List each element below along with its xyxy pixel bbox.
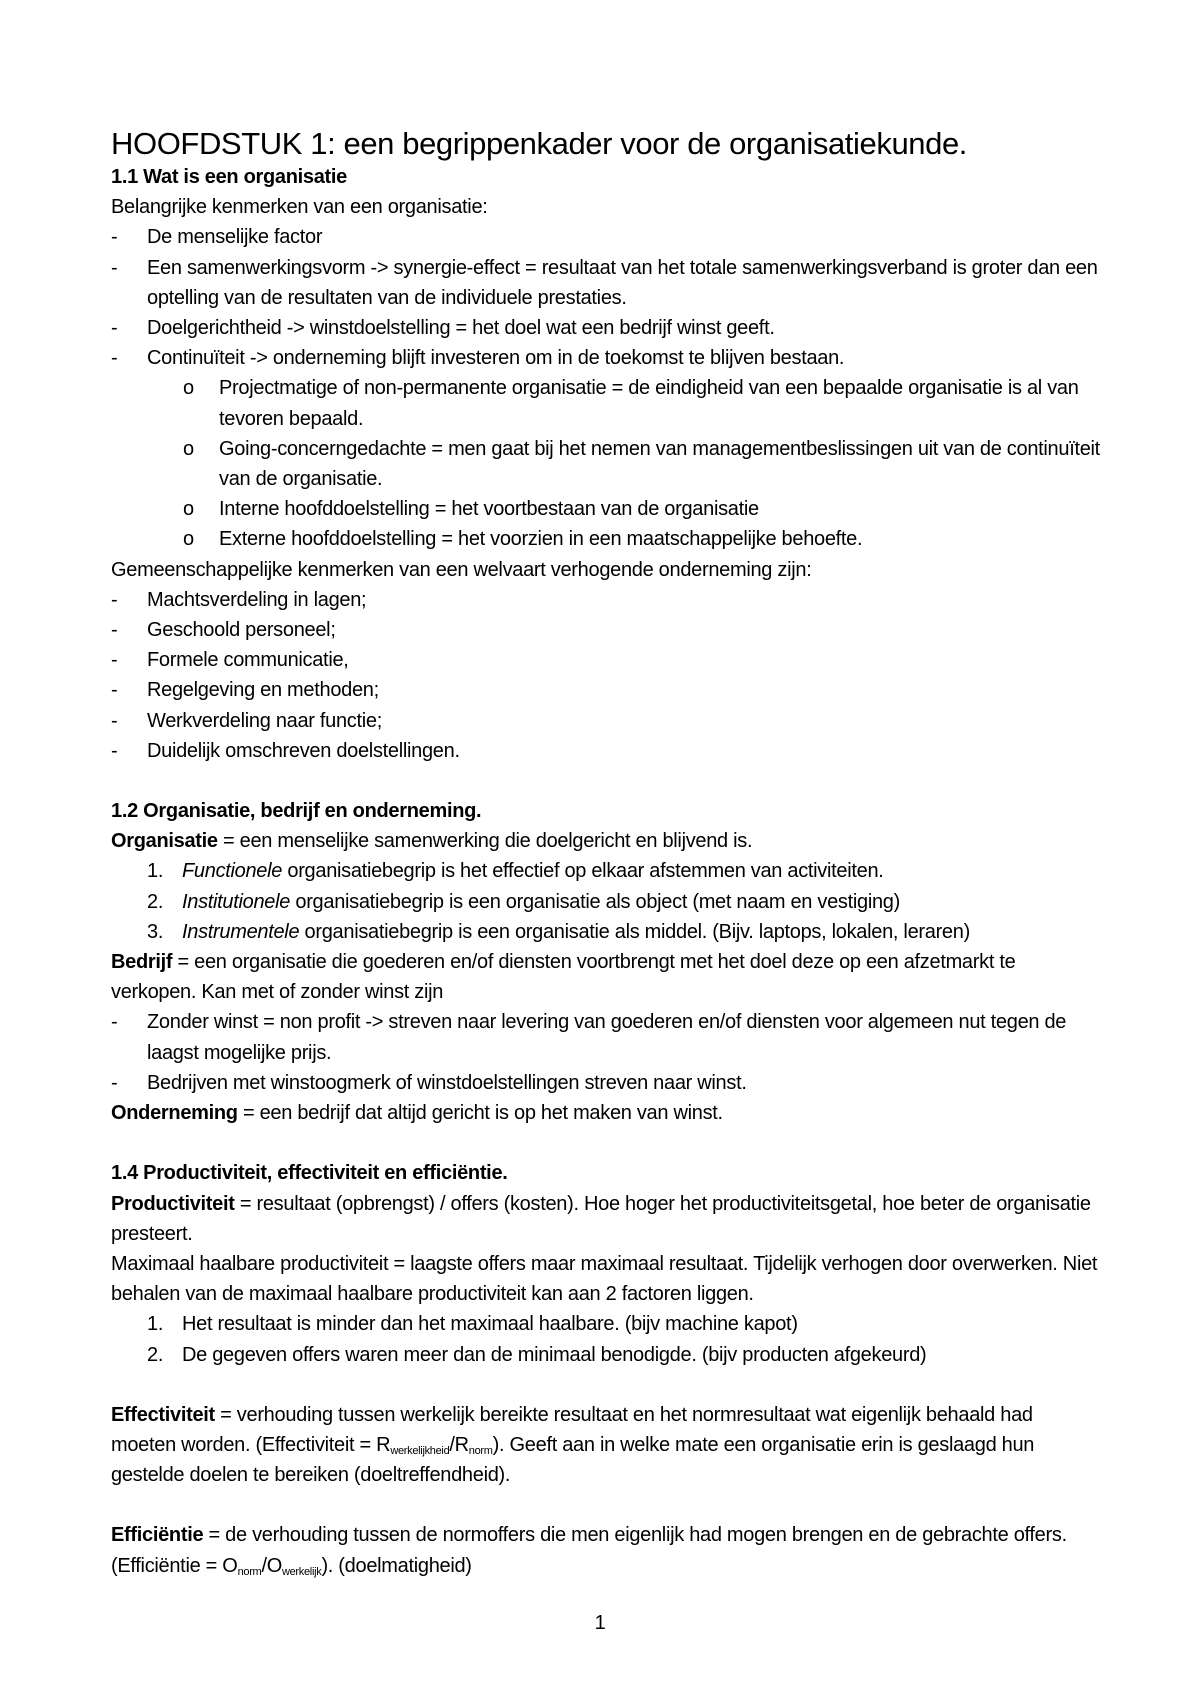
list-item: - De menselijke factor xyxy=(111,222,1100,252)
factors-list xyxy=(111,1309,1100,1369)
list-item: - Een samenwerkingsvorm -> synergie-effect = resultaat van het totale samenwerkingsverband is groter dan een optelling van de resultaten van de individuele prestaties. xyxy=(111,253,1100,313)
term-organisatie: Organisatie xyxy=(111,830,218,853)
spacer xyxy=(111,766,1100,796)
organisation-concepts-list xyxy=(111,856,1100,947)
list-item: 2. De gegeven offers waren meer dan de minimaal benodigde. (bijv producten afgekeurd) xyxy=(147,1343,927,1366)
spacer xyxy=(111,1370,1100,1400)
term-efficientie: Efficiëntie xyxy=(111,1524,204,1547)
onderneming-definition: Onderneming = een bedrijf dat altijd gericht is op het maken van winst. xyxy=(111,1102,723,1125)
effectiviteit-definition: Effectiviteit = verhouding tussen werkelijk bereikte resultaat en het normresultaat wat eigenlijk behaald had moeten worden. (Effectiviteit = $R_{werkelijkheid}/R_{norm}$). Geeft aan in welke mate een organisatie erin is geslaagd hun gestelde doelen te bereiken (doeltreffendheid). xyxy=(111,1403,1035,1487)
common-characteristics-list xyxy=(111,585,1100,766)
list-item: - Doelgerichtheid -> winstdoelstelling = het doel wat een bedrijf winst geeft. xyxy=(111,313,1100,343)
list-item: o Going-concerngedachte = men gaat bij het nemen van managementbeslissingen uit van de continuïteit van de organisatie. xyxy=(183,434,1100,494)
list-item: 2. Institutionele organisatiebegrip is een organisatie als object (met naam en vestiging) xyxy=(147,890,900,913)
section-1-2-heading: 1.2 Organisatie, bedrijf en onderneming. xyxy=(111,800,482,823)
efficientie-definition: Efficiëntie = de verhouding tussen de normoffers die men eigenlijk had mogen brengen en de gebrachte offers. (Efficiëntie = $O_{norm}/O_{werkelijk}$). (doelmatigheid) xyxy=(111,1524,1067,1578)
spacer xyxy=(111,1128,1100,1158)
list-item: - Werkverdeling naar functie; xyxy=(111,706,1100,736)
list-item: - Regelgeving en methoden; xyxy=(111,675,1100,705)
list-item: o Interne hoofddoelstelling = het voortbestaan van de organisatie xyxy=(183,494,1100,524)
section-1-1-heading: 1.1 Wat is een organisatie xyxy=(111,166,347,188)
list-item: - Bedrijven met winstoogmerk of winstdoelstellingen streven naar winst. xyxy=(111,1068,1100,1098)
list-item: 1. Het resultaat is minder dan het maximaal haalbare. (bijv machine kapot) xyxy=(147,1313,798,1336)
organisatie-definition: Organisatie = een menselijke samenwerking die doelgericht en blijvend is. xyxy=(111,830,753,853)
section-1-1-intro: Belangrijke kenmerken van een organisatie: xyxy=(111,196,488,219)
max-productiviteit-text: Maximaal haalbare productiviteit = laagste offers maar maximaal resultaat. Tijdelijk verhogen door overwerken. Niet behalen van de maximaal haalbare productiviteit kan aan 2 factoren liggen. xyxy=(111,1252,1098,1306)
section-1-1-intro-2: Gemeenschappelijke kenmerken van een welvaart verhogende onderneming zijn: xyxy=(111,558,812,581)
page-title: HOOFDSTUK 1: een begrippenkader voor de organisatiekunde. xyxy=(111,126,968,161)
term-effectiviteit: Effectiviteit xyxy=(111,1403,215,1426)
section-1-4-heading: 1.4 Productiviteit, effectiviteit en efficiëntie. xyxy=(111,1162,508,1185)
term-bedrijf: Bedrijf xyxy=(111,951,173,974)
list-item: - Zonder winst = non profit -> streven naar levering van goederen en/of diensten voor algemeen nut tegen de laagst mogelijke prijs. xyxy=(111,1007,1100,1067)
list-item: - Duidelijk omschreven doelstellingen. xyxy=(111,736,1100,766)
list-item: o Projectmatige of non-permanente organisatie = de eindigheid van een bepaalde organisatie is al van tevoren bepaald. xyxy=(183,373,1100,433)
list-item: 1. Functionele organisatiebegrip is het effectief op elkaar afstemmen van activiteiten. xyxy=(147,860,884,883)
list-item: - Continuïteit -> onderneming blijft investeren om in de toekomst te blijven bestaan. xyxy=(111,343,1100,373)
bedrijf-definition: Bedrijf = een organisatie die goederen en/of diensten voortbrengt met het doel deze op een afzetmarkt te verkopen. Kan met of zonder winst zijn xyxy=(111,951,1016,1004)
spacer xyxy=(111,1490,1100,1520)
list-item: - Machtsverdeling in lagen; xyxy=(111,585,1100,615)
list-item: - Geschoold personeel; xyxy=(111,615,1100,645)
term-onderneming: Onderneming xyxy=(111,1102,238,1125)
list-item: 3. Instrumentele organisatiebegrip is een organisatie als middel. (Bijv. laptops, lokalen, leraren) xyxy=(147,920,970,943)
list-item: - Formele communicatie, xyxy=(111,645,1100,675)
term-productiviteit: Productiviteit xyxy=(111,1192,235,1215)
list-item: o Externe hoofddoelstelling = het voorzien in een maatschappelijke behoefte. xyxy=(183,524,1100,554)
characteristics-list xyxy=(111,222,1100,373)
continuity-sublist xyxy=(111,373,1100,554)
bedrijf-types-list xyxy=(111,1007,1100,1098)
productiviteit-definition: Productiviteit = resultaat (opbrengst) / offers (kosten). Hoe hoger het productiviteitsgetal, hoe beter de organisatie presteert. xyxy=(111,1192,1091,1245)
page-number: 1 xyxy=(594,1612,606,1634)
